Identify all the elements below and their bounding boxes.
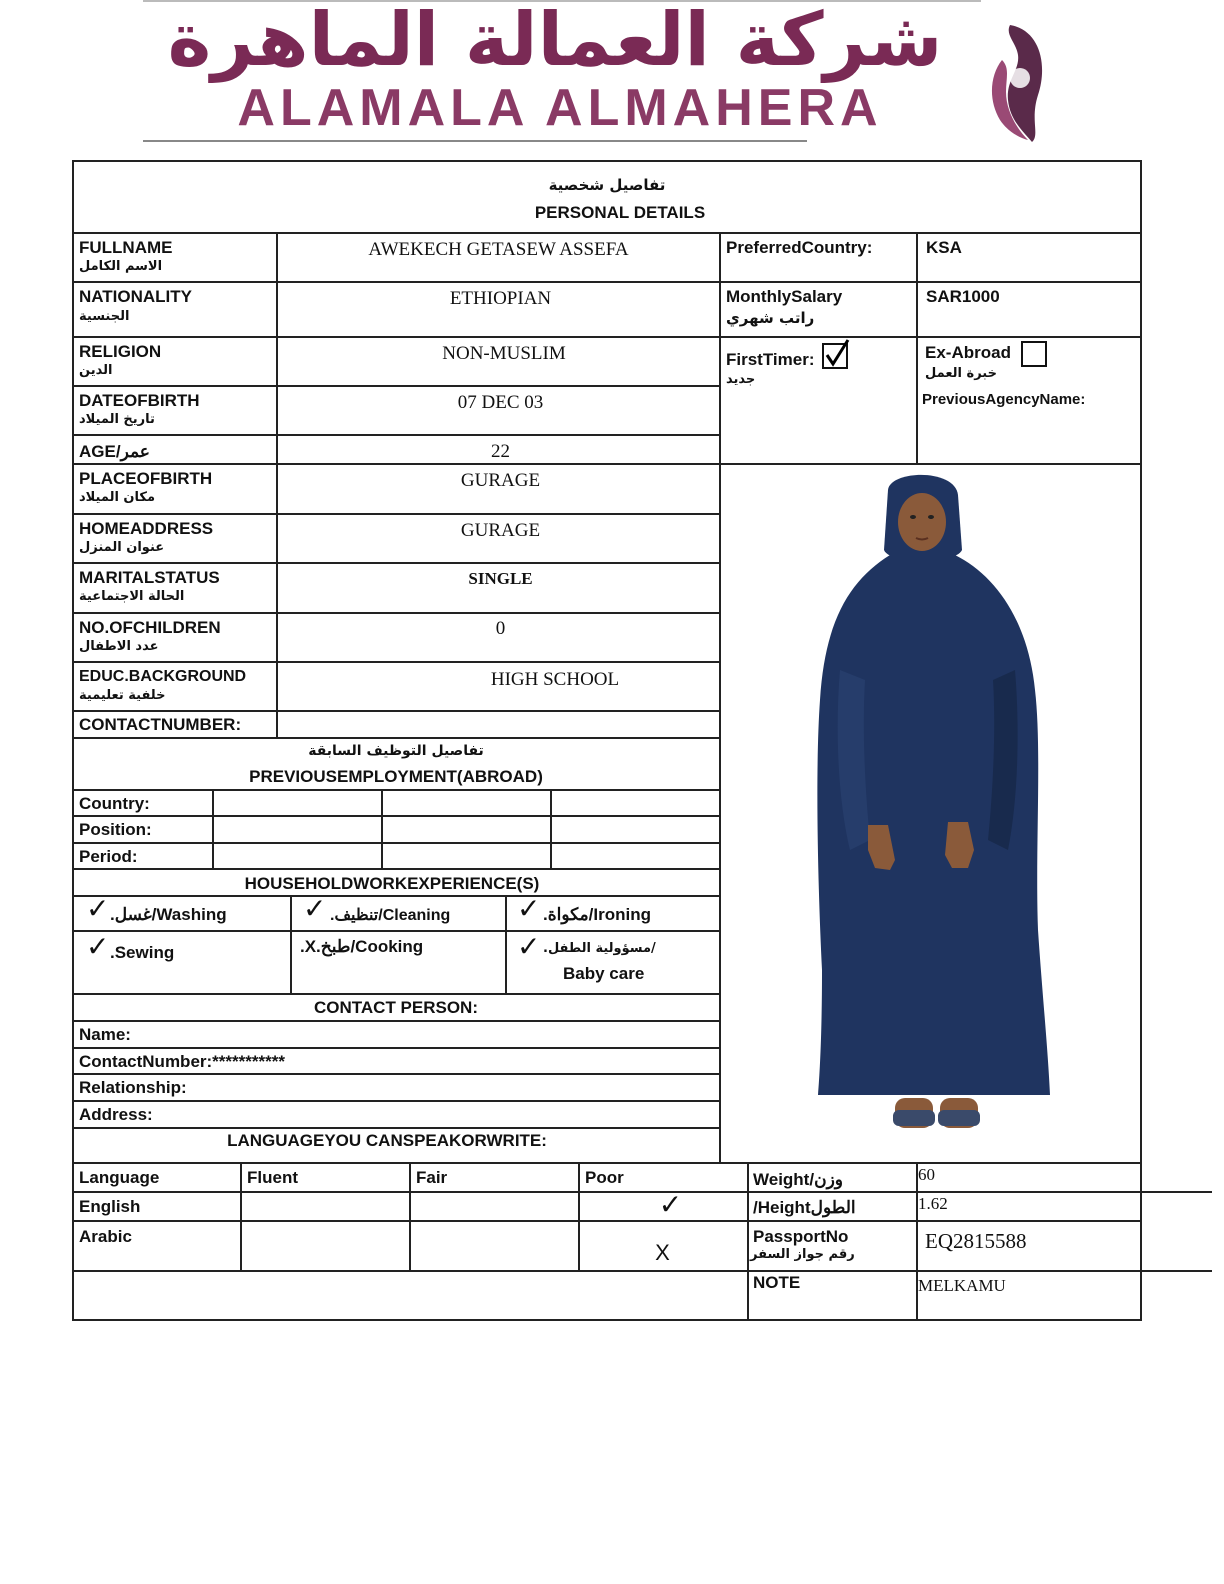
contact-person-title: CONTACT PERSON: — [313, 998, 478, 1017]
home-address-arabic-label: عنوان المنزل — [79, 540, 165, 555]
height-value: 1.62 — [918, 1194, 948, 1213]
contact-name-label: Name: — [79, 1025, 131, 1044]
languages-title: LANGUAGEYOU CANSPEAKORWRITE: — [227, 1131, 547, 1150]
religion-arabic-label: الدين — [79, 363, 113, 378]
dob-arabic-label: تاريخ الميلاد — [79, 412, 155, 427]
cleaning-label: .تنظيف/Cleaning — [330, 907, 451, 924]
passport-value: EQ2815588 — [925, 1229, 1027, 1253]
lang-arabic-poor-mark: X — [655, 1240, 670, 1265]
babycare-label: Baby care — [563, 964, 645, 983]
contact-relationship-label: Relationship: — [79, 1078, 187, 1097]
home-address-value: GURAGE — [460, 520, 541, 541]
section-title-arabic: تفاصيل شخصية — [548, 176, 666, 194]
children-value: 0 — [495, 618, 506, 639]
children-arabic-label: عدد الاطفال — [79, 639, 159, 654]
nationality-label: NATIONALITY — [79, 287, 193, 306]
logo-english-text: ALAMALA ALMAHERA — [237, 79, 883, 137]
fullname-label: FULLNAME — [79, 238, 173, 257]
sewing-check-icon: ✓ — [86, 930, 110, 963]
dob-value: 07 DEC 03 — [457, 392, 544, 413]
place-of-birth-value: GURAGE — [460, 470, 541, 491]
religion-label: RELIGION — [79, 342, 162, 361]
lang-header-fluent: Fluent — [247, 1168, 298, 1187]
marital-status-arabic-label: الحالة الاجتماعية — [79, 589, 185, 604]
age-value: 22 — [491, 441, 510, 462]
household-title: HOUSEHOLDWORKEXPERIENCE(S) — [244, 874, 540, 893]
place-of-birth-label: PLACEOFBIRTH — [79, 469, 213, 488]
washing-label: .غسل/Washing — [110, 905, 227, 924]
prev-position-label: Position: — [79, 820, 152, 839]
marital-status-value: SINGLE — [468, 569, 533, 588]
weight-value: 60 — [918, 1165, 935, 1184]
preferred-country-value: KSA — [926, 238, 962, 257]
lang-english-label: English — [79, 1197, 141, 1216]
contact-address-label: Address: — [79, 1105, 153, 1124]
sewing-label: .Sewing — [110, 943, 175, 962]
washing-check-icon: ✓ — [86, 892, 110, 925]
table-right-border — [1140, 160, 1142, 1320]
first-timer-arabic: جديد — [726, 372, 756, 387]
dob-label: DATEOFBIRTH — [79, 391, 200, 410]
ex-abroad-label: Ex-Abroad — [925, 343, 1011, 362]
lang-header-fair: Fair — [416, 1168, 448, 1187]
header-bottom-rule — [143, 140, 807, 142]
prev-period-label: Period: — [79, 847, 138, 866]
ex-abroad-arabic: خبرة العمل — [925, 366, 997, 381]
age-label: AGE/عمر — [79, 442, 150, 461]
weight-label: Weight/وزن — [753, 1170, 843, 1189]
previous-employment-title: PREVIOUSEMPLOYMENT(ABROAD) — [249, 767, 543, 786]
first-timer-label: FirstTimer: — [726, 350, 815, 369]
prev-country-label: Country: — [79, 794, 150, 813]
children-label: NO.OFCHILDREN — [79, 618, 221, 637]
lang-header-poor: Poor — [585, 1168, 624, 1187]
first-timer-check-icon — [822, 337, 852, 369]
logo-arabic-text: شركة العمالة الماهرة — [167, 0, 943, 83]
education-value: HIGH SCHOOL — [490, 669, 620, 690]
cleaning-check-icon: ✓ — [303, 892, 327, 925]
lang-arabic-label: Arabic — [79, 1227, 132, 1246]
babycare-arabic-label: .مسؤولية الطفل/ — [543, 941, 656, 956]
passport-arabic-label: رقم جواز السفر — [750, 1247, 855, 1262]
table-top-border — [72, 160, 1142, 162]
ironing-check-icon: ✓ — [517, 892, 541, 925]
cooking-label: .X.طبخ/Cooking — [300, 937, 424, 956]
logo-emblem-icon — [980, 20, 1052, 145]
lang-header-language: Language — [79, 1168, 160, 1187]
place-of-birth-arabic-label: مكان الميلاد — [79, 490, 156, 505]
monthly-salary-arabic: راتب شهري — [726, 309, 815, 327]
monthly-salary-label: MonthlySalary — [726, 287, 843, 306]
note-value: MELKAMU — [918, 1276, 1006, 1295]
fullname-value: AWEKECH GETASEW ASSEFA — [368, 239, 629, 260]
nationality-arabic-label: الجنسية — [79, 309, 130, 324]
education-arabic-label: خلفية تعليمية — [79, 688, 166, 703]
nationality-value: ETHIOPIAN — [449, 288, 552, 309]
section-title: PERSONAL DETAILS — [534, 203, 706, 222]
previous-agency-label: PreviousAgencyName: — [922, 391, 1086, 408]
home-address-label: HOMEADDRESS — [79, 519, 214, 538]
previous-employment-arabic: تفاصيل التوظيف السابقة — [308, 743, 484, 759]
ex-abroad-checkbox[interactable] — [1021, 341, 1047, 367]
contact-number-row-label: ContactNumber:*********** — [79, 1052, 285, 1071]
education-label: EDUC.BACKGROUND — [79, 668, 247, 685]
fullname-arabic-label: الاسم الكامل — [79, 259, 163, 274]
contact-number-label: CONTACTNUMBER: — [79, 715, 242, 734]
religion-value: NON-MUSLIM — [442, 343, 566, 364]
height-label: /Heightالطول — [753, 1198, 856, 1217]
candidate-photo — [780, 470, 1080, 1150]
marital-status-label: MARITALSTATUS — [79, 568, 220, 587]
preferred-country-label: PreferredCountry: — [726, 238, 873, 257]
lang-english-poor-mark: ✓ — [658, 1188, 683, 1221]
passport-label: PassportNo — [753, 1227, 849, 1246]
monthly-salary-value: SAR1000 — [926, 287, 1000, 306]
ironing-label: .مكواة/Ironing — [543, 905, 651, 924]
babycare-check-icon: ✓ — [517, 930, 541, 963]
note-label: NOTE — [753, 1273, 801, 1292]
